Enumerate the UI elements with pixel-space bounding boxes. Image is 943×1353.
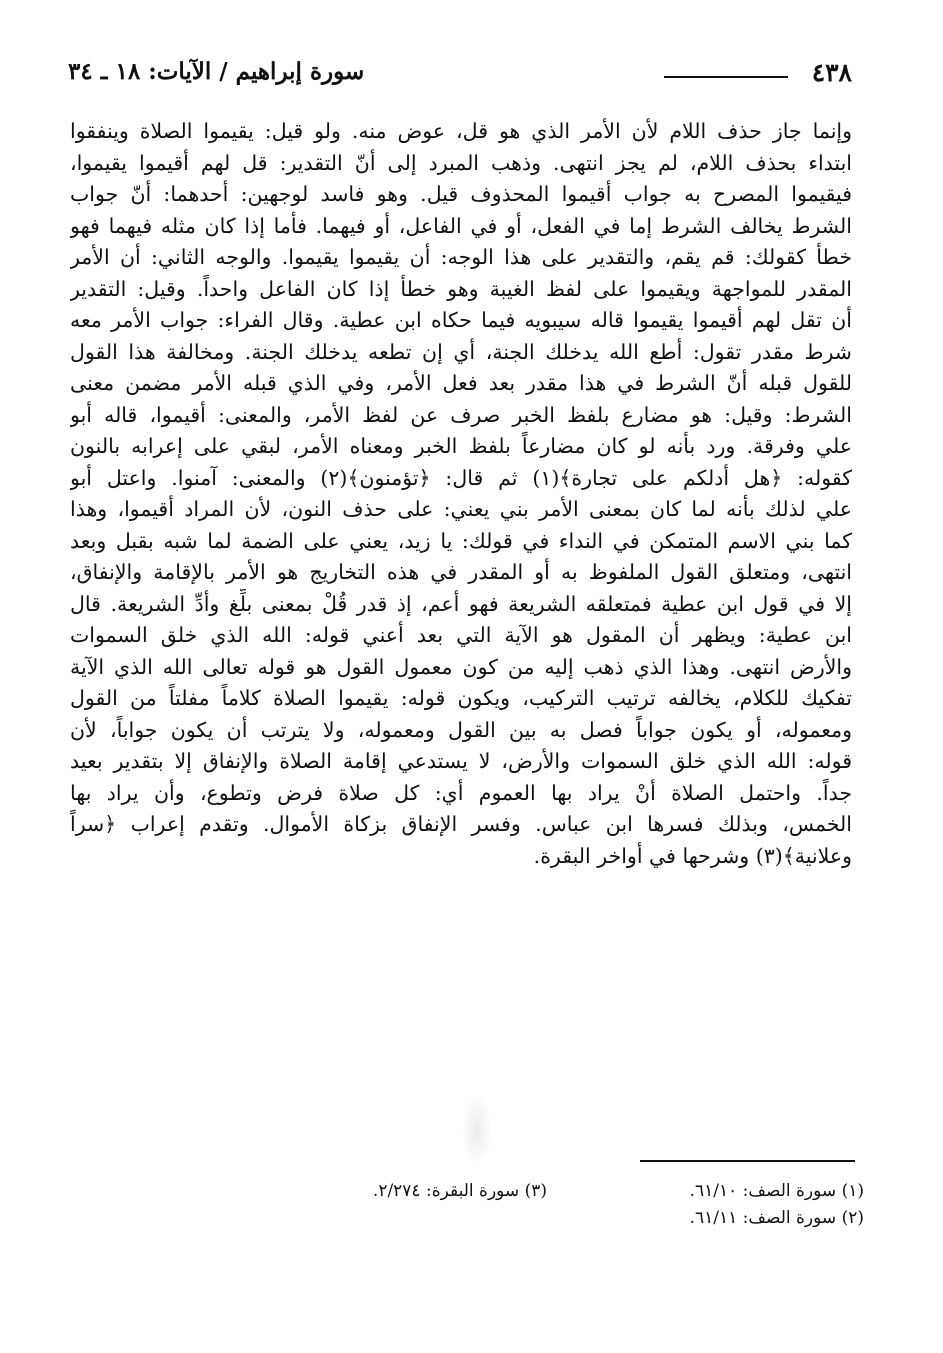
footnote-1: (١) سورة الصف: ٦١/١٠. [689,1181,864,1201]
text-line: الشرط: وقيل: هو مضارع بلفظ الخبر صرف عن لفظ الأمر، والمعنى: أقيموا، قاله أبو [70,402,852,427]
text-line: الشرط يخالف الشرط إما في الفعل، أو في الفاعل، أو فيهما. فأما إذا كان مثله فيهما فهو [70,213,852,238]
text-line: الخمس، وبذلك فسرها ابن عباس. وفسر الإنفاق بزكاة الأموال. وتقدم إعراب ﴿سراً [70,812,852,836]
text-line: كقوله: ﴿هل أدلكم على تجارة﴾(١) ثم قال: ﴿تؤمنون﴾(٢) والمعنى: آمنوا. واعتل أبو [70,465,852,490]
footnote-3: (٣) سورة البقرة: ٢/٢٧٤. [372,1181,547,1201]
running-title: سورة إبراهيم / الآيات: ١٨ ـ ٣٤ [68,58,365,85]
footnote-row [230,1178,864,1205]
text-line: انتهى، ومتعلق القول الملفوظ به أو المقدر في هذه التخاريج هو الأمر بالإقامة والإنفاق، [70,560,852,584]
text-line: قوله: الله الذي خلق السموات والأرض، لا يستدعي إقامة الصلاة والإنفاق إلا بتقدير بعيد [70,749,852,773]
text-line: علي وفرقة. ورد بأنه لو كان مضارعاً بلفظ الخبر ومعناه الأمر، لبقي على إعرابه بالنون [70,434,852,458]
footnote-rule [640,1160,855,1162]
print-smudge [462,1095,492,1165]
text-line: تفكيك للكلام، يخالفه ترتيب التركيب، ويكون قوله: يقيموا الصلاة كلاماً مفلتاً من القول [70,686,852,710]
page-number: ٤٣٨ [811,58,852,87]
text-line: ابن عطية: ويظهر أن المقول هو الآية التي بعد أعني قوله: الله الذي خلق السموات [70,623,852,647]
text-line: المقدر للمواجهة ويقيموا على لفظ الغيبة وهو خطأ إذا كان الفاعل واحداً. وقيل: التقدير [70,276,852,301]
text-line-last: وعلانية﴾(٣) وشرحها في أواخر البقرة. [533,843,852,868]
text-line: والأرض انتهى. وهذا الذي ذهب إليه من كون معمول القول هو قوله تعالى الله الذي الآية [70,654,852,679]
text-line: جداً. واحتمل الصلاة أنْ يراد بها العموم أي: كل صلاة فرض وتطوع، وأن يراد بها [70,780,852,805]
text-line: إلا في قول ابن عطية فمتعلقه الشريعة فهو أعم، إذ قدر قُلْ بمعنى بلِّغ وأدِّ الشريعة. قال [70,591,852,616]
text-line: للقول قبله أنّ الشرط في هذا مقدر بعد فعل الأمر، وفي الذي قبله الأمر مضمن معنى [70,371,852,395]
text-line: ومعموله، أو يكون جواباً فصل به بين القول ومعموله، ولا يترتب أن يكون جواباً، لأن [70,717,852,742]
text-line: خطأ كقولك: قم يقم، والتقدير على هذا الوجه: أن يقيموا يقيموا. والوجه الثاني: أن الأمر [70,245,852,269]
text-line: وإنما جاز حذف اللام لأن الأمر الذي هو قل، عوض منه. ولو قيل: يقيموا الصلاة وينفقوا [70,119,852,143]
text-line: أن تقل لهم أقيموا يقيموا قاله سيبويه فيما حكاه ابن عطية. وقال الفراء: جواب الأمر معه [70,308,852,332]
text-line: شرط مقدر تقول: أطع الله يدخلك الجنة، أي إن تطعه يدخلك الجنة. ومخالفة هذا القول [70,339,852,364]
main-text [70,116,852,872]
page-header [68,56,852,96]
text-line: كما بني الاسم المتمكن في النداء في قولك: يا زيد، يعني على الضمة لما شبه بقبل وبعد [70,528,852,553]
text-line: فيقيموا المصرح به جواب أقيموا المحذوف قيل. وهو فاسد لوجهين: أحدهما: أنّ جواب [70,182,852,206]
footnotes [230,1178,864,1232]
footnote-2: (٢) سورة الصف: ٦١/١١. [689,1208,864,1228]
text-line: علي لذلك بأنه لما كان بمعنى الأمر بني يعني: على حذف النون، لأن المراد أقيموا، وهذا [70,497,852,521]
footnote-row [230,1205,864,1232]
text-line: ابتداء بحذف اللام، لم يجز انتهى. وذهب المبرد إلى أنّ التقدير: قل لهم أقيموا يقيموا، [70,150,852,175]
header-rule [664,76,788,78]
